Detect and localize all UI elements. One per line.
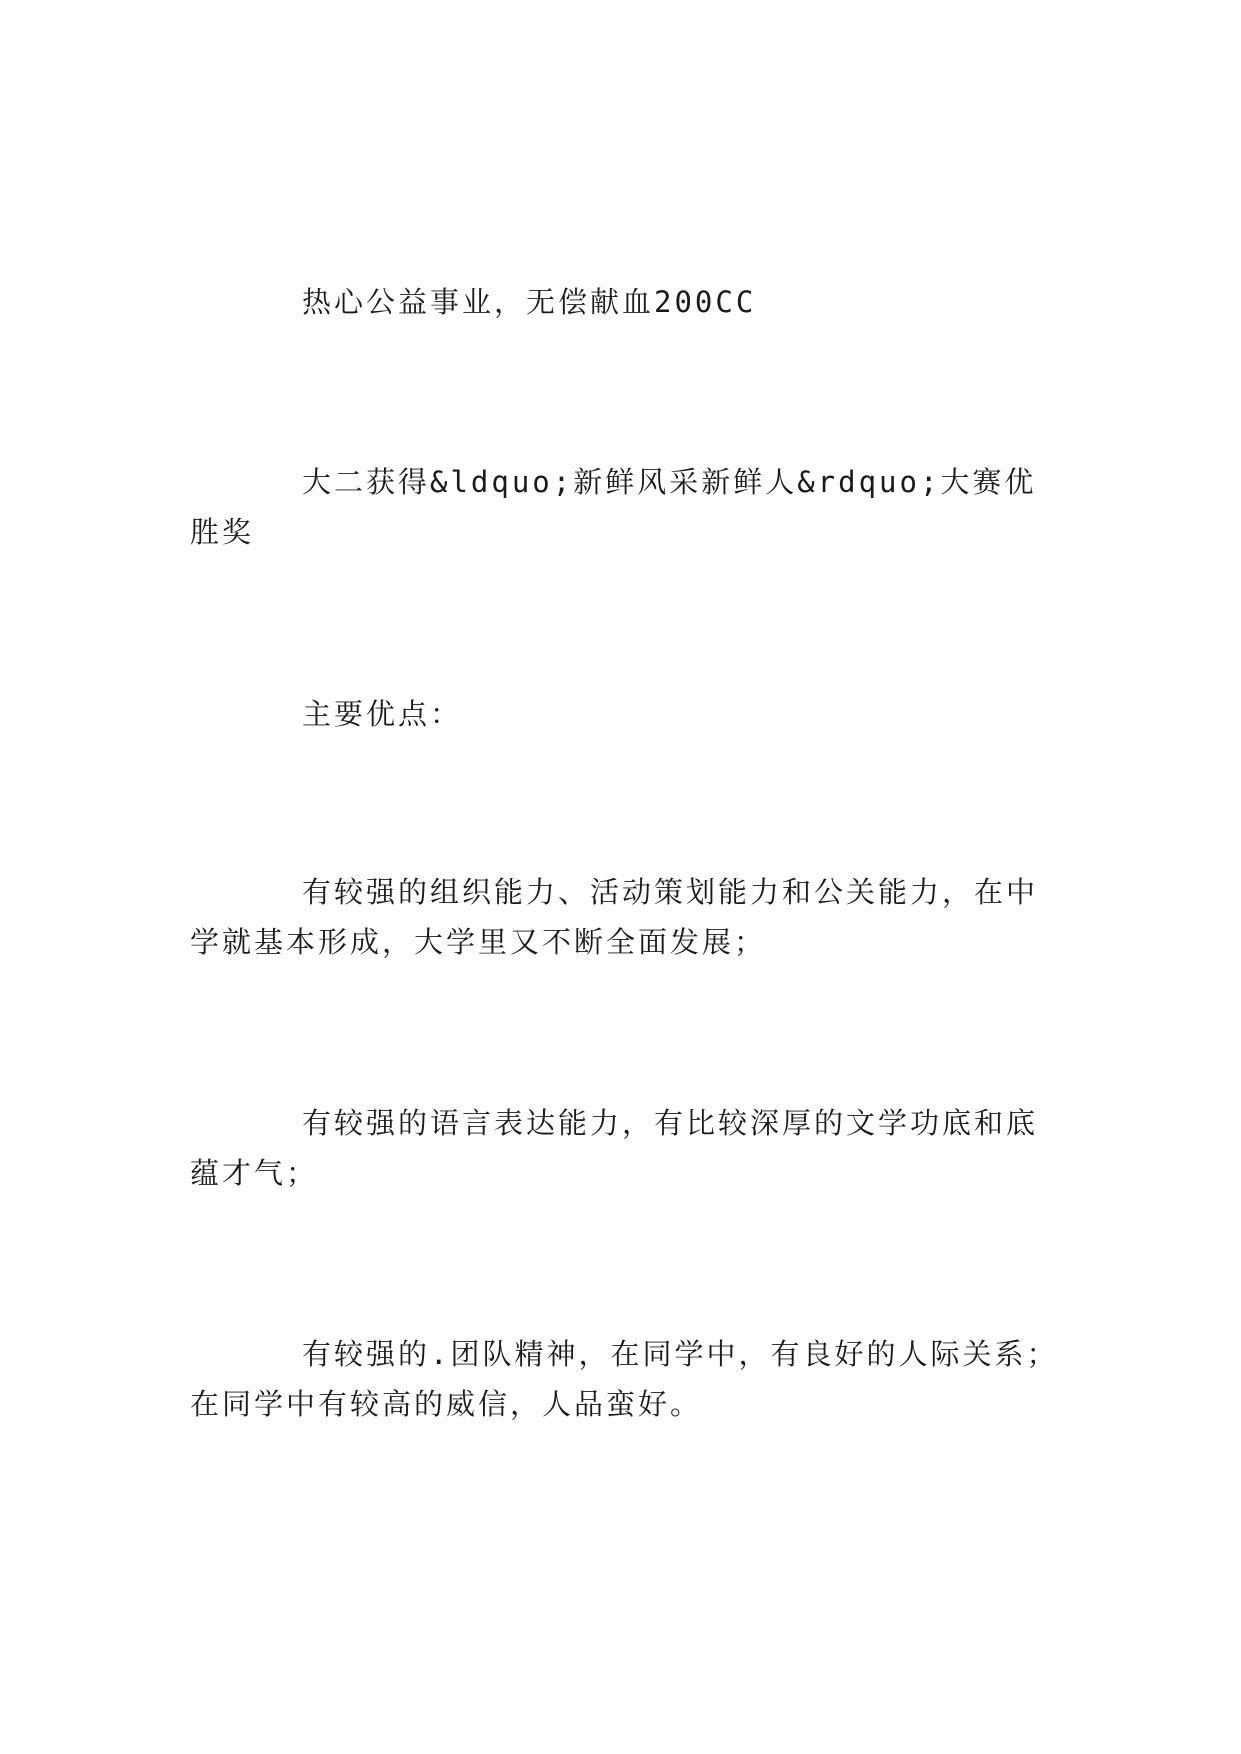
paragraph-team-spirit: 有较强的.团队精神，在同学中，有良好的人际关系；在同学中有较高的威信，人品蛮好。 [190,1337,1059,1421]
paragraph-strengths-heading: 主要优点： [302,697,463,731]
paragraph-organizational-skills: 有较强的组织能力、活动策划能力和公关能力，在中学就基本形成，大学里又不断全面发展； [190,875,1039,959]
paragraph-award: 大二获得&ldquo;新鲜风采新鲜人&rdquo;大赛优胜奖 [190,465,1037,549]
paragraph-language-skills: 有较强的语言表达能力，有比较深厚的文学功底和底蕴才气； [190,1106,1039,1190]
paragraph-blood-donation: 热心公益事业，无偿献血200CC [302,285,757,319]
